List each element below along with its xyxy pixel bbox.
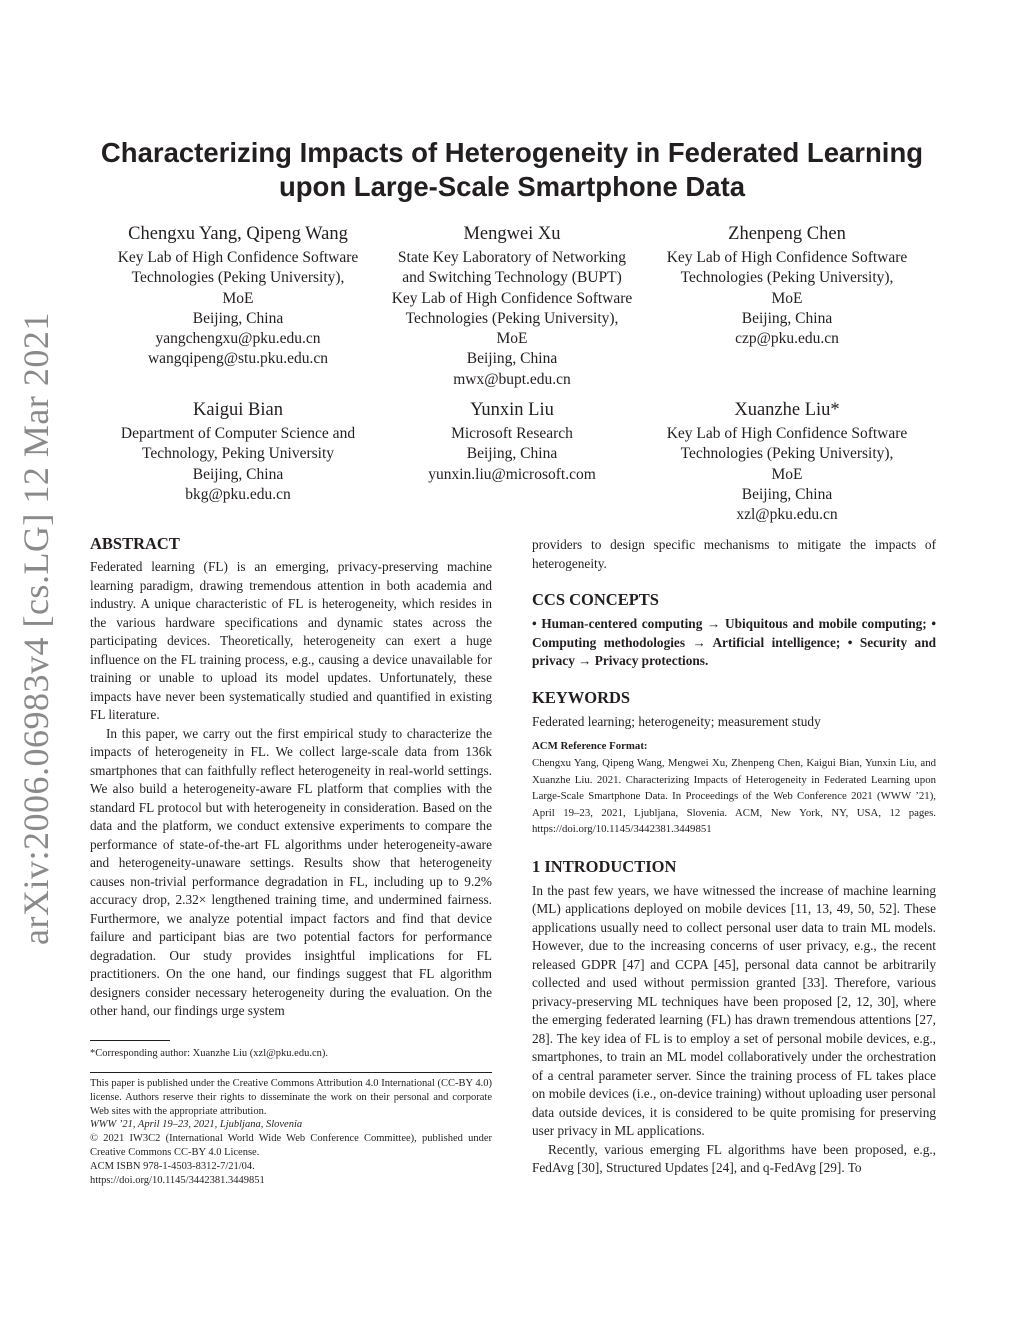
conference-info: WWW ’21, April 19–23, 2021, Ljubljana, Slovenia [90,1119,303,1131]
right-column [532,536,936,1178]
author-affiliation: Technologies (Peking University), [680,445,894,463]
doi-text: https://doi.org/10.1145/3442381.3449851 [90,1174,265,1186]
author-affiliation: Technology, Peking University [141,445,335,463]
arxiv-identifier: arXiv:2006.06983v4 [cs.LG] 12 Mar 2021 [16,312,56,945]
author-block-5 [377,398,647,485]
author-affiliation: Key Lab of High Confidence Software [666,425,908,442]
author-block-4 [103,398,373,505]
acm-reference-text: Chengxu Yang, Qipeng Wang, Mengwei Xu, Zhenpeng Chen, Kaigui Bian, Yunxin Liu, and Xuanzhe Liu. 2021. Characterizing Impacts of Heterogeneity in Federated Learning upon Large-Scale Smartphone Data. In Proceedings of the Web Conference 2021 (WWW ’21), April 19–23, 2021, Ljubljana, Slovenia. ACM, New York, NY, USA, 12 pages. https://doi.org/10.1145/3442381.3449851 [532,757,936,836]
author-affiliation: Department of Computer Science and [120,425,356,442]
corresponding-author-footnote: *Corresponding author: Xuanzhe Liu (xzl@pku.edu.cn). [90,1048,328,1059]
author-location: Beijing, China [741,485,833,503]
author-email: mwx@bupt.edu.cn [453,370,571,388]
author-affiliation: Technologies (Peking University), [680,269,894,287]
author-location: Beijing, China [466,350,558,368]
footnote-rule [90,1040,170,1041]
isbn-text: ACM ISBN 978-1-4503-8312-7/21/04. [90,1160,255,1172]
author-affiliation: MoE [496,330,528,348]
author-affiliation: State Key Laboratory of Networking [397,249,627,266]
introduction-heading: 1 INTRODUCTION [532,856,677,876]
ccs-concepts-text: • Human-centered computing → Ubiquitous and mobile computing; • Computing methodologies → Artificial intelligence; • Security and privacy → Privacy protections. [532,616,936,668]
author-affiliation: MoE [222,289,254,307]
author-affiliation: Microsoft Research [451,425,573,442]
author-name: Zhenpeng Chen [728,224,846,244]
author-affiliation: Technologies (Peking University), [131,269,345,287]
left-column [90,533,492,1021]
author-email: wangqipeng@stu.pku.edu.cn [147,350,328,368]
author-name: Chengxu Yang, Qipeng Wang [128,224,348,244]
abstract-paragraph-3: providers to design specific mechanisms to mitigate the impacts of heterogeneity. [532,537,936,571]
keywords-text: Federated learning; heterogeneity; measurement study [532,713,821,729]
author-name: Xuanzhe Liu* [734,400,840,420]
author-name: Mengwei Xu [463,224,561,244]
ccs-heading: CCS CONCEPTS [532,590,659,609]
author-affiliation: Technologies (Peking University), [405,309,619,327]
license-rule [90,1072,492,1073]
footnote-area [90,1040,492,1061]
license-block [90,1072,492,1187]
abstract-paragraph-1: Federated learning (FL) is an emerging, privacy-preserving machine learning paradigm, drawing tremendous attention in both academia and industry. A unique characteristic of FL is heterogeneity, which resides in the various hardware specifications and dynamic states across the participating devices. Theoretically, heterogeneity can exert a huge influence on the FL training process, e.g., causing a device unavailable for training or unable to upload its model updates. Unfortunately, these impacts have never been systematically studied and quantified in existing FL literature. [90,559,492,722]
author-location: Beijing, China [466,445,558,463]
author-email: xzl@pku.edu.cn [736,506,838,524]
paper-title [60,136,964,204]
title-line-1: Characterizing Impacts of Heterogeneity in Federated Learning [100,137,924,168]
author-block-3 [652,222,922,349]
author-block-1 [103,222,373,370]
keywords-heading: KEYWORDS [532,687,631,707]
author-email: bkg@pku.edu.cn [185,485,291,503]
author-location: Beijing, China [192,309,284,327]
copyright-text: © 2021 IW3C2 (International World Wide Web Conference Committee), published under Creative Commons CC-BY 4.0 License. [90,1133,492,1158]
author-location: Beijing, China [192,465,284,483]
author-block-6 [652,398,922,525]
title-line-2: upon Large-Scale Smartphone Data [278,171,746,202]
author-block-2 [377,222,647,390]
author-email: czp@pku.edu.cn [735,330,839,348]
introduction-paragraph-2: Recently, various emerging FL algorithms have been proposed, e.g., FedAvg [30], Structured Updates [24], and q-FedAvg [29]. To [532,1141,936,1176]
license-text: This paper is published under the Creative Commons Attribution 4.0 International (CC-BY 4.0) license. Authors reserve their rights to disseminate the work on their personal and corporate Web sites with the appropriate attribution. [90,1078,492,1117]
author-email: yunxin.liu@microsoft.com [428,465,596,483]
author-affiliation: MoE [771,465,803,483]
author-email: yangchengxu@pku.edu.cn [155,330,321,348]
abstract-paragraph-2: In this paper, we carry out the first empirical study to characterize the impacts of heterogeneity in FL. We collect large-scale data from 136k smartphones that can faithfully reflect heterogeneity in real-world settings. We also build a heterogeneity-aware FL platform that complies with the standard FL protocol but with heterogeneity in consideration. Based on the data and the platform, we conduct extensive experiments to compare the performance of state-of-the-art FL algorithms under heterogeneity-aware and heterogeneity-unaware settings. Results show that heterogeneity causes non-trivial performance degradation in FL, including up to 9.2% accuracy drop, 2.32× lengthened training time, and undermined fairness. Furthermore, we analyze potential impact factors and find that device failure and participant bias are two potential factors for performance degradation. Our study provides insightful implications for FL practitioners. On the one hand, our findings suggest that FL algorithm designers consider necessary heterogeneity during the evaluation. On the other hand, our findings urge system [90,725,492,1018]
author-location: Beijing, China [741,309,833,327]
introduction-paragraph-1: In the past few years, we have witnessed the increase of machine learning (ML) applications deployed on mobile devices [11, 13, 49, 50, 52]. These applications usually need to collect personal user data to train ML models. However, due to the increasing concerns of user privacy, e.g., the recent released GDPR [47] and CCPA [45], personal data cannot be arbitrarily collected and used without permission granted [33]. Therefore, various privacy-preserving ML techniques have been proposed [2, 12, 30], where the emerging federated learning (FL) has drawn tremendous attentions [27, 28]. The key idea of FL is to employ a set of personal mobile devices, e.g., smartphones, to train an ML model collaboratively under the orchestration of a central parameter server. Since the training process of FL takes place on mobile devices (i.e., on-device training) without uploading user personal data outside devices, it is considered to be quite promising for preserving user privacy in ML applications. [532,882,936,1139]
author-affiliation: Key Lab of High Confidence Software [666,249,908,266]
abstract-heading: ABSTRACT [90,534,180,553]
acm-reference-heading: ACM Reference Format: [532,740,648,752]
author-affiliation: Key Lab of High Confidence Software [391,289,633,307]
author-affiliation: Key Lab of High Confidence Software [117,249,359,266]
author-name: Yunxin Liu [470,400,554,420]
author-affiliation: and Switching Technology (BUPT) [402,269,622,287]
author-name: Kaigui Bian [193,400,283,420]
author-affiliation: MoE [771,289,803,307]
